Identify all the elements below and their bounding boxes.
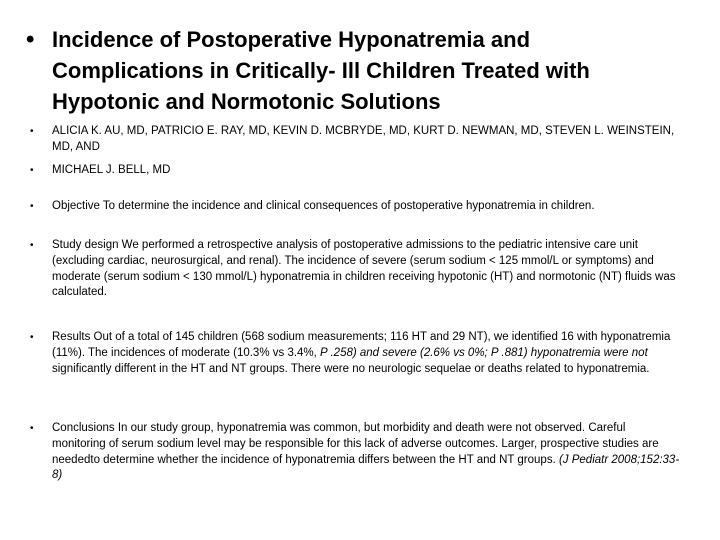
- bullet-dot: •: [30, 423, 34, 434]
- conclusions-part-1: Conclusions In our study group, hyponatremia was common, but morbidity and death were not observed. Careful monitoring of serum sodium level may be responsible for this lack of adverse outcomes. Larger, prospective studies are neededto determine whether the incidence of hyponatremia differs between the HT and NT groups.: [52, 422, 659, 466]
- bullet-dot: •: [30, 165, 34, 176]
- bullet-dot: •: [30, 240, 34, 251]
- bullet-dot: •: [30, 126, 34, 137]
- bullet-results: [30, 330, 680, 377]
- title-bullet: •: [26, 26, 35, 53]
- authors-line-1: ALICIA K. AU, MD, PATRICIO E. RAY, MD, KEVIN D. MCBRYDE, MD, KURT D. NEWMAN, MD, STEVEN L. WEINSTEIN, MD, AND: [52, 125, 675, 153]
- bullet-authors-1: [30, 124, 680, 156]
- conclusions-text: [52, 421, 680, 484]
- study-design-text: Study design We performed a retrospective analysis of postoperative admissions to the pediatric intensive care unit (excluding cardiac, neurosurgical, and renal). The incidence of severe (serum sodium < 125 mmol/L or symptoms) and moderate (serum sodium < 130 mmol/L) hyponatremia in children receiving hypotonic (HT) and normotonic (NT) fluids was calculated.: [52, 239, 676, 299]
- slide-title: [26, 24, 686, 117]
- authors-line-2: MICHAEL J. BELL, MD: [52, 164, 171, 176]
- title-text: Incidence of Postoperative Hyponatremia and Complications in Critically- Ill Children Treated with Hypotonic and Normotonic Solutions: [52, 27, 590, 114]
- results-part-3: significantly different in the HT and NT groups. There were no neurologic sequelae or deaths related to hyponatremia.: [52, 362, 650, 375]
- results-part-2: P .258) and severe (2.6% vs 0%; P .881) hyponatremia were not: [320, 346, 648, 359]
- results-part-1: Results Out of a total of 145 children (568 sodium measurements; 116 HT and 29 NT), we identified 16 with hyponatremia (11%). The incidences of moderate (10.3% vs 3.4%,: [52, 331, 671, 359]
- bullet-objective: [30, 199, 680, 215]
- bullet-authors-2: [30, 163, 680, 179]
- results-text: [52, 330, 680, 377]
- conclusions-citation: (J Pediatr 2008;152:33-8): [52, 453, 680, 482]
- bullet-conclusions: [30, 421, 680, 484]
- bullet-dot: •: [30, 201, 34, 212]
- bullet-study-design: [30, 238, 680, 301]
- bullet-dot: •: [30, 332, 34, 343]
- objective-text: Objective To determine the incidence and clinical consequences of postoperative hyponatremia in children.: [52, 200, 595, 212]
